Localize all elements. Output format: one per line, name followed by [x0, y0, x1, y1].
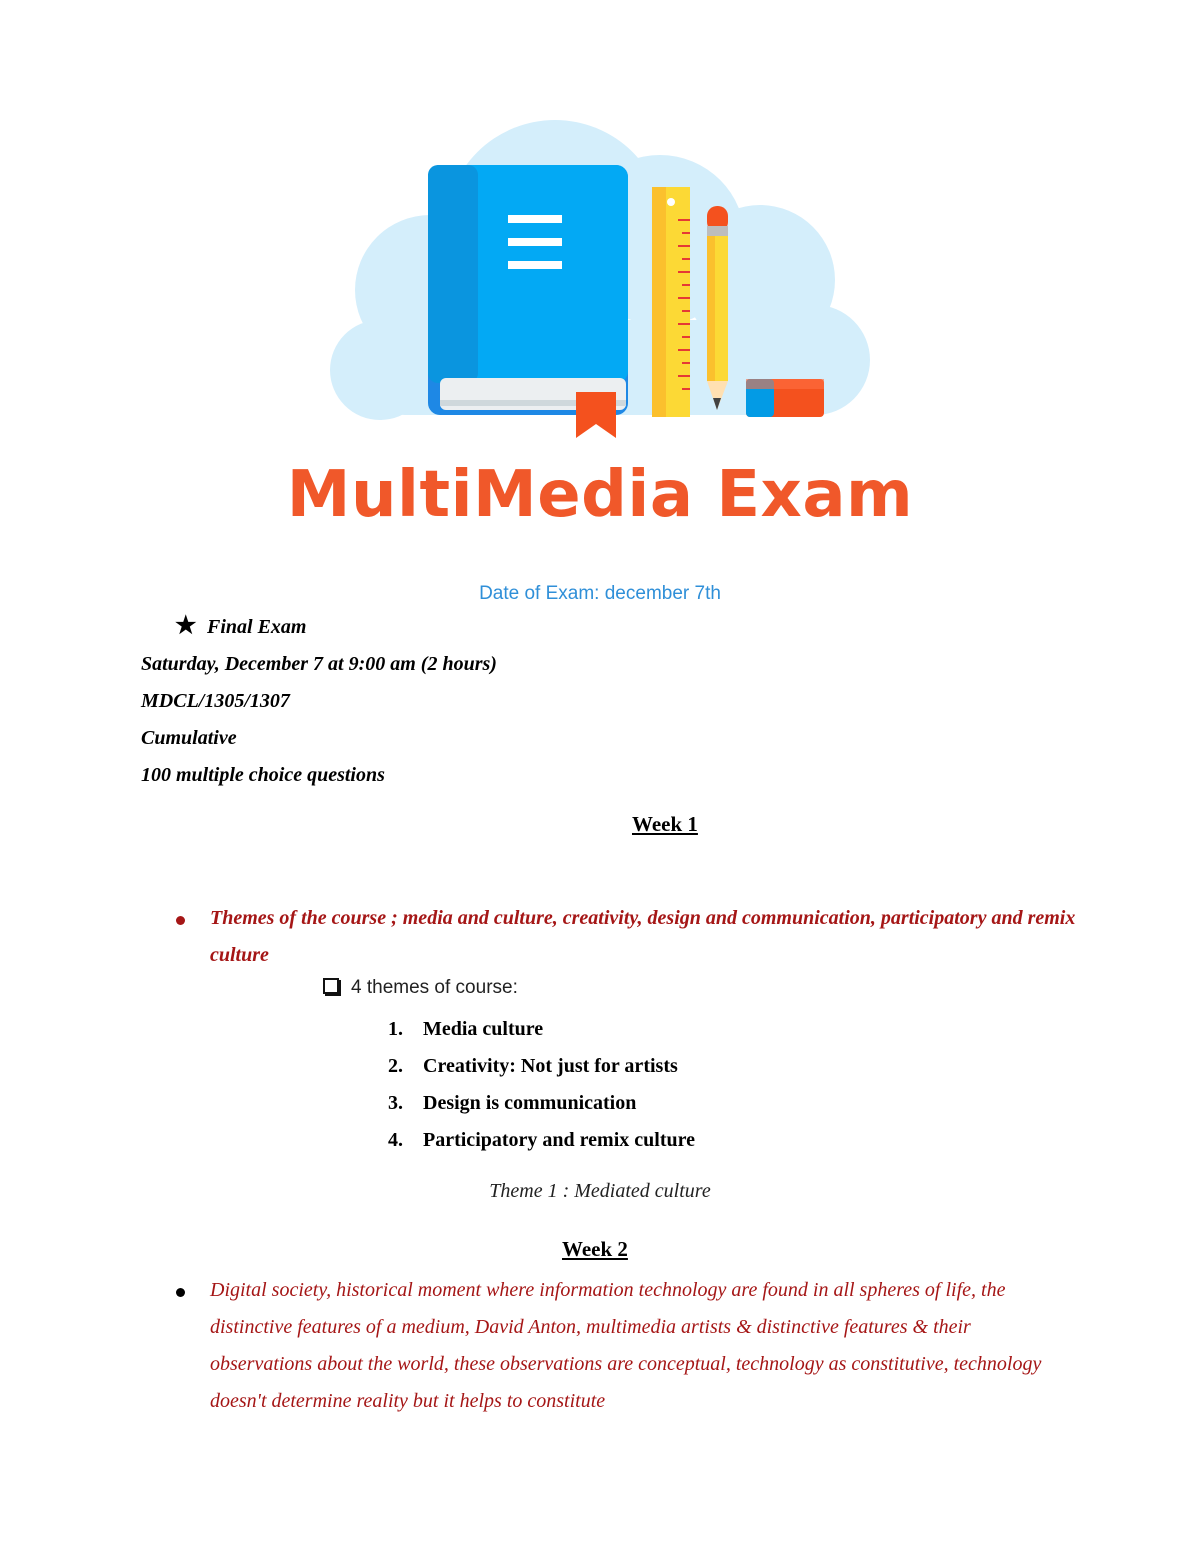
book-illustration [320, 120, 880, 450]
list-item [388, 1085, 695, 1122]
list-item [388, 1011, 695, 1048]
star-icon: ★ [175, 613, 197, 639]
bullet-icon [176, 1288, 185, 1297]
list-text: Participatory and remix culture [423, 1129, 695, 1151]
week-2-bullet-text: Digital society, historical moment where information technology are found in all spheres of life, the distinctive features of a medium, David Anton, multimedia artists & distinctive features & their observations about the world, these observations are conceptual, technology as constitutive, technology doesn't determine reality but it helps to constitute [210, 1279, 1042, 1412]
checkbox-item [323, 977, 518, 999]
list-number: 2. [388, 1055, 403, 1077]
final-exam-label: Final Exam [207, 616, 307, 638]
week-1-bullet-text: Themes of the course ; media and culture, creativity, design and communication, participatory and remix culture [210, 907, 1076, 966]
list-item [388, 1122, 695, 1159]
list-number: 1. [388, 1018, 403, 1040]
page-title: MultiMedia Exam [286, 458, 914, 532]
list-text: Design is communication [423, 1092, 637, 1114]
list-number: 4. [388, 1129, 403, 1151]
list-number: 3. [388, 1092, 403, 1114]
week-1-heading: Week 1 [632, 812, 698, 836]
exam-info-line: Saturday, December 7 at 9:00 am (2 hours) [141, 653, 497, 675]
themes-list [388, 1011, 695, 1159]
final-exam-heading [141, 608, 497, 646]
exam-date: Date of Exam: december 7th [479, 583, 721, 604]
exam-info-line: MDCL/1305/1307 [141, 690, 290, 712]
list-text: Media culture [423, 1018, 544, 1040]
week-2-heading: Week 2 [562, 1237, 628, 1261]
theme-caption: Theme 1 : Mediated culture [489, 1180, 711, 1202]
bullet-icon [176, 916, 185, 925]
exam-info-line: Cumulative [141, 727, 237, 749]
week-2-bullet [176, 1272, 1076, 1420]
week-1-bullet [176, 900, 1076, 974]
exam-info-line: 100 multiple choice questions [141, 764, 385, 786]
list-item [388, 1048, 695, 1085]
checkbox-icon [323, 978, 339, 994]
exam-info [141, 608, 497, 794]
checkbox-label: 4 themes of course: [351, 977, 518, 998]
book-cloud-icon [320, 120, 880, 450]
list-text: Creativity: Not just for artists [423, 1055, 678, 1077]
